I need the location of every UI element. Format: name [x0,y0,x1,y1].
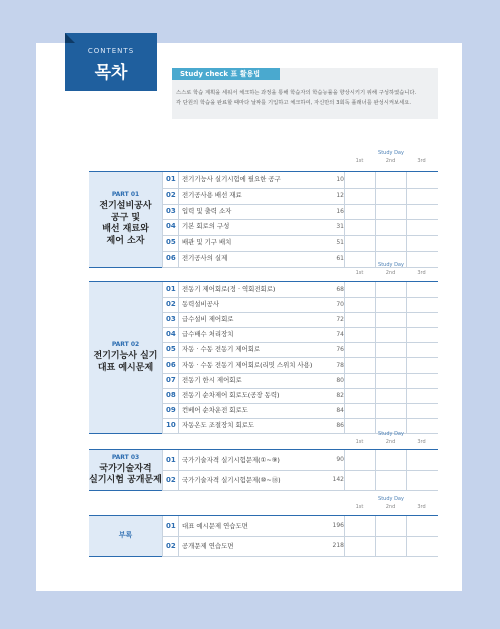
study-day-col: 2nd [385,158,396,164]
page-number: 78 [336,361,344,369]
contents-row[interactable] [162,388,438,404]
chapter-number: 01 [166,175,176,183]
study-day-col: 2nd [385,439,396,445]
contents-row[interactable] [162,373,438,389]
column-divider [375,172,376,267]
chapter-number: 05 [166,345,176,354]
study-day-col: 2nd [385,270,396,276]
tag-fold-shadow [65,33,75,43]
chapter-number: 05 [166,238,176,247]
chapter-title: 전기공사용 배선 재료 [182,190,242,199]
page-number: 218 [332,542,344,549]
column-divider [162,516,163,556]
part-number: PART 01 [111,191,140,199]
chapter-number: 02 [166,300,176,309]
page-number: 80 [336,376,344,384]
chapter-number: 08 [166,390,176,399]
study-day-header [344,431,438,445]
contents-row[interactable] [162,358,438,374]
part-title-line: 공구 및 [110,212,141,223]
part-label [89,516,162,556]
contents-row[interactable] [162,516,438,537]
study-check-line: 스스로 학습 계획을 세워서 체크하는 과정을 통해 학습자의 학습능률을 향상시키기 위해 구성하였습니다. [176,90,417,96]
chapter-number: 04 [166,222,176,231]
part-number: PART 03 [111,453,140,461]
column-divider [162,172,163,267]
column-divider [375,516,376,556]
part-title-line: 전기기능사 실기 [93,351,158,361]
page-number: 82 [336,391,344,399]
chapter-title: 자동 · 수동 전동기 제어회로(리밋 스위치 사용) [182,360,313,369]
chapter-title: 전동기 순차제어 회로도(공장 동력) [182,390,280,399]
study-day-col: 1st [355,158,364,164]
page-number: 142 [332,476,344,483]
page-number: 196 [332,522,344,529]
column-divider [406,450,407,490]
contents-row[interactable] [162,450,438,471]
study-day-header [344,496,438,510]
page-number: 74 [336,331,344,339]
column-divider [344,450,345,490]
part-title-line: 부록 [118,531,133,540]
chapter-title: 공개문제 연습도면 [182,542,234,550]
part-label [89,172,162,267]
page-number: 84 [336,406,344,414]
study-day-header [344,150,438,164]
contents-row[interactable] [162,312,438,328]
column-divider [406,516,407,556]
contents-row[interactable] [162,235,438,252]
page-number: 70 [336,301,344,309]
chapter-number: 01 [166,522,176,530]
part-title-line: 제어 소자 [106,235,145,246]
chapter-number: 07 [166,375,176,384]
contents-tag [65,33,157,91]
part-title-line: 배선 재료와 [102,224,149,235]
chapter-number: 03 [166,206,176,215]
chapter-title: 전기기능사 실기시험에 필요한 공구 [182,175,281,183]
column-divider [406,282,407,433]
page-number: 76 [336,346,344,354]
chapter-title: 전동기 제어회로(정 · 역회전회로) [182,285,276,293]
contents-row[interactable] [162,327,438,343]
page-number: 68 [336,286,344,293]
study-day-title: Study Day [378,150,404,156]
part-title-line: 대표 예시문제 [97,362,154,373]
column-divider [344,172,345,267]
contents-row[interactable] [162,282,438,298]
part-label [89,450,162,490]
contents-row[interactable] [162,219,438,236]
chapter-number: 02 [166,542,176,550]
page-number: 51 [336,239,344,247]
study-check-text [176,88,436,108]
study-check-title: Study check 표 활용법 [172,68,280,80]
section-box [89,171,438,268]
column-divider [375,450,376,490]
contents-row[interactable] [162,297,438,313]
chapter-title: 입력 및 출력 소자 [182,206,232,215]
contents-row[interactable] [162,172,438,189]
chapter-title: 전동기 한시 제어회로 [182,375,242,384]
chapter-title: 기본 회로의 구성 [182,222,230,231]
study-day-col: 1st [355,439,364,445]
chapter-number: 04 [166,330,176,339]
part-title-line: 국가기술자격 [99,463,152,474]
chapter-title: 자동온도 조절장치 회로도 [182,420,254,429]
part-number: PART 02 [111,341,140,348]
study-day-title: Study Day [378,496,404,502]
chapter-title: 국가기술자격 실기시험문제(⑩~⑱) [182,476,281,484]
chapter-title: 자동 · 수동 전동기 제어회로 [182,345,261,354]
chapter-title: 전기공사의 실제 [182,254,228,262]
chapter-number: 02 [166,476,176,484]
contents-tag-small: CONTENTS [87,47,135,55]
chapter-number: 01 [166,456,176,464]
chapter-number: 01 [166,285,176,293]
chapter-number: 10 [166,420,176,429]
column-divider [178,516,179,556]
contents-row[interactable] [162,470,438,491]
column-divider [344,516,345,556]
contents-row[interactable] [162,204,438,221]
chapter-title: 대표 예시문제 연습도면 [182,522,248,530]
column-divider [162,282,163,433]
page-number: 72 [336,316,344,324]
section-box [89,515,438,557]
study-day-col: 2nd [385,504,396,510]
chapter-title: 컨베어 순차운전 회로도 [182,405,248,414]
section-box [89,449,438,491]
study-day-col: 1st [355,504,364,510]
page-number: 10 [336,176,344,183]
chapter-title: 급수배수 처리장치 [182,330,234,339]
chapter-title: 국가기술자격 실기시험문제(①~⑨) [182,456,280,464]
page-number: 61 [336,255,344,262]
contents-row[interactable] [162,188,438,205]
study-day-title: Study Day [378,262,404,268]
study-day-col: 3rd [417,439,426,445]
study-day-col: 3rd [417,504,426,510]
study-day-header [344,262,438,276]
page-number: 16 [336,207,344,215]
column-divider [178,450,179,490]
section-box [89,281,438,434]
part-label [89,282,162,433]
study-check-box [172,68,438,119]
page-number: 86 [336,421,344,429]
column-divider [178,282,179,433]
column-divider [178,172,179,267]
contents-row[interactable] [162,342,438,358]
chapter-number: 02 [166,190,176,199]
page-number: 90 [336,456,344,463]
contents-row[interactable] [162,536,438,557]
chapter-number: 06 [166,360,176,369]
part-title-line: 전기설비공사 [99,201,152,212]
study-day-col: 3rd [417,270,426,276]
chapter-number: 09 [166,405,176,414]
column-divider [406,172,407,267]
chapter-number: 03 [166,315,176,324]
column-divider [375,282,376,433]
study-check-line: 각 단원의 학습을 완료할 때마다 날짜를 기입하고 체크하여, 자신만의 3회독 플래너를 완성시켜보세요. [176,100,412,106]
page-number: 12 [336,191,344,199]
chapter-title: 동력설비공사 [182,300,220,309]
column-divider [162,450,163,490]
part-title-line: 실기시험 공개문제 [89,475,162,485]
study-day-col: 3rd [417,158,426,164]
column-divider [344,282,345,433]
study-day-title: Study Day [378,431,404,437]
study-day-col: 1st [355,270,364,276]
contents-tag-title: 목차 [94,63,128,83]
contents-row[interactable] [162,403,438,419]
chapter-number: 06 [166,254,176,262]
chapter-title: 급수설비 제어회로 [182,315,234,324]
page-number: 31 [336,223,344,231]
chapter-title: 배관 및 기구 배치 [182,238,232,247]
